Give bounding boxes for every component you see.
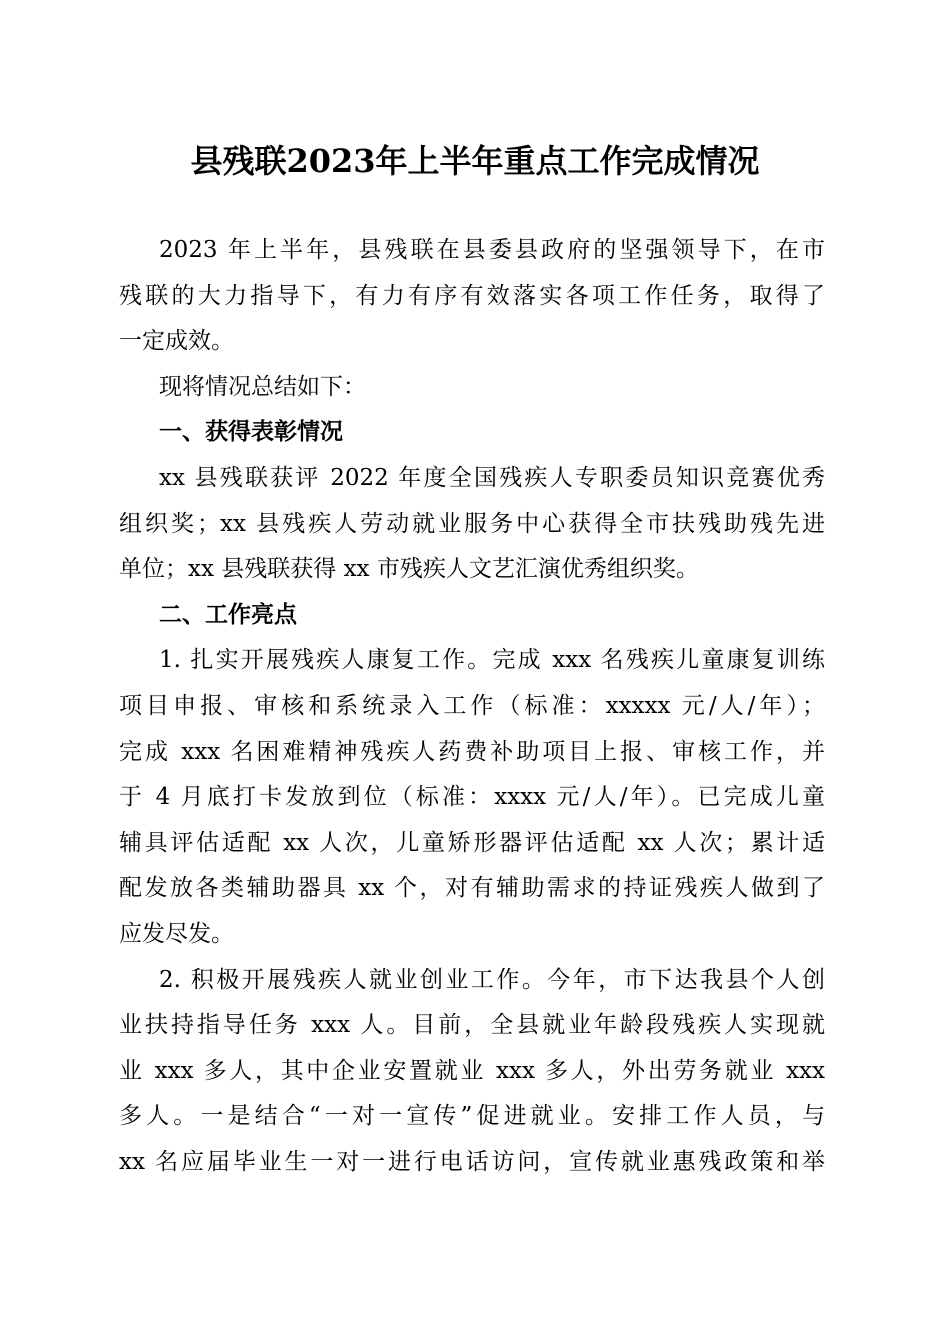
paragraph-line: 多人。一是结合“一对一宣传”促进就业。安排工作人员，与 [119, 1103, 825, 1130]
paragraph-line: xx 县残联获评 2022 年度全国残疾人专职委员知识竞赛优秀 [159, 464, 825, 491]
section-heading: 一、获得表彰情况 [159, 419, 343, 446]
paragraph-line: 完成 xxx 名困难精神残疾人药费补助项目上报、审核工作，并 [119, 738, 825, 765]
paragraph-line: 单位；xx 县残联获得 xx 市残疾人文艺汇演优秀组织奖。 [119, 556, 699, 583]
paragraph-line: 现将情况总结如下： [159, 373, 366, 400]
document-title: 县残联2023年上半年重点工作完成情况 [190, 142, 760, 180]
paragraph-line: 一定成效。 [119, 328, 234, 355]
paragraph-line: 1. 扎实开展残疾人康复工作。完成 xxx 名残疾儿童康复训练 [159, 647, 825, 674]
paragraph-line: 残联的大力指导下，有力有序有效落实各项工作任务，取得了 [119, 282, 825, 309]
paragraph-line: 项目申报、审核和系统录入工作（标准：xxxxx 元/人/年）； [119, 692, 825, 719]
paragraph-line: 辅具评估适配 xx 人次，儿童矫形器评估适配 xx 人次；累计适 [119, 829, 825, 856]
section-heading: 二、工作亮点 [159, 601, 297, 628]
document-body [119, 228, 825, 1185]
paragraph-line: xx 名应届毕业生一对一进行电话访问，宣传就业惠残政策和举 [119, 1148, 825, 1175]
paragraph-line: 于 4 月底打卡发放到位（标准：xxxx 元/人/年）。已完成儿童 [119, 784, 825, 811]
paragraph-line: 2. 积极开展残疾人就业创业工作。今年，市下达我县个人创 [159, 966, 825, 993]
paragraph-line: 业扶持指导任务 xxx 人。目前，全县就业年龄段残疾人实现就 [119, 1012, 825, 1039]
paragraph-line: 业 xxx 多人，其中企业安置就业 xxx 多人，外出劳务就业 xxx [119, 1057, 825, 1084]
paragraph-line: 组织奖；xx 县残疾人劳动就业服务中心获得全市扶残助残先进 [119, 510, 825, 537]
paragraph-line: 配发放各类辅助器具 xx 个，对有辅助需求的持证残疾人做到了 [119, 875, 825, 902]
paragraph-line: 2023 年上半年，县残联在县委县政府的坚强领导下，在市 [159, 237, 825, 263]
paragraph-line: 应发尽发。 [119, 920, 234, 947]
